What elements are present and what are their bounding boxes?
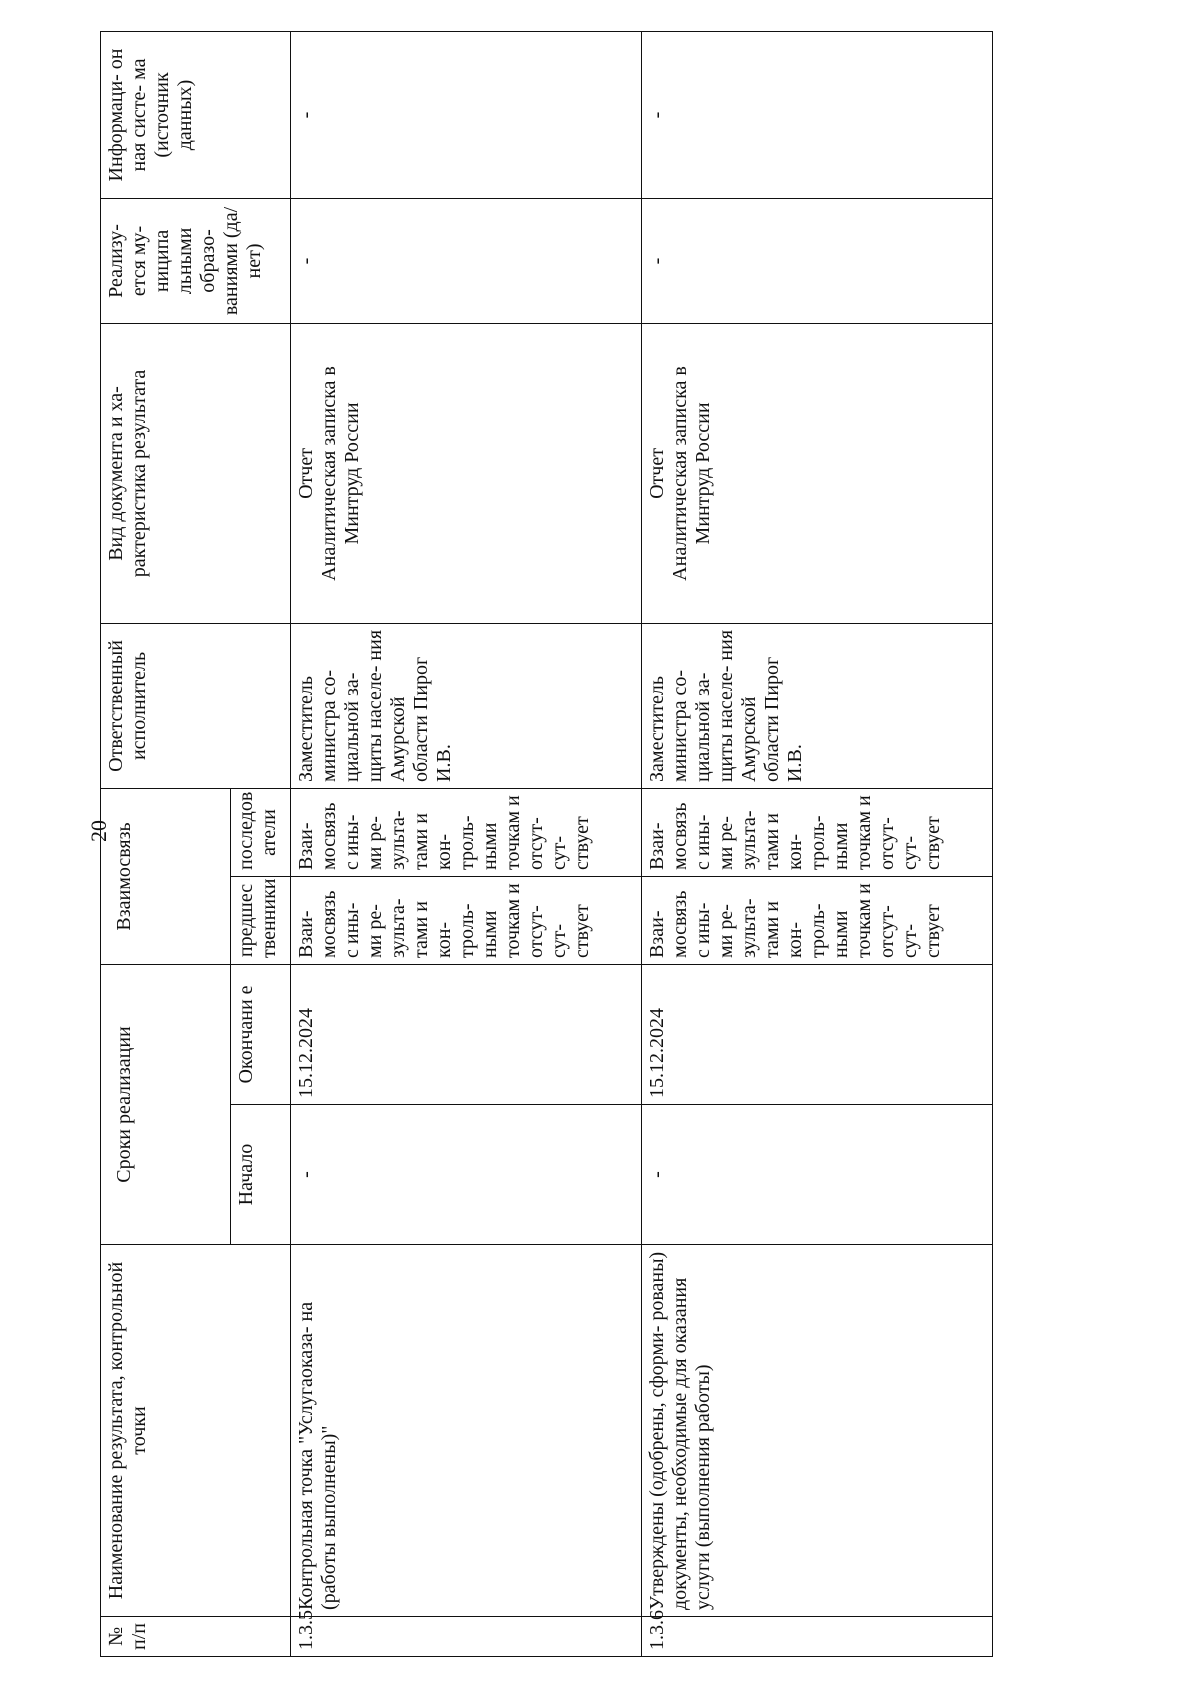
header-predecessors: предшес твенники [231,876,291,964]
row-predecessors: Взаи- мосвязь с ины- ми ре- зульта- тами и кон- троль- ными точкам и отсут- сут- ствует [291,876,642,964]
header-num: № п/п [101,1617,291,1657]
rotated-page-content [100,32,992,1657]
row-end: 15.12.2024 [291,964,642,1104]
header-doc-type: Вид документа и ха- рактеристика результата [101,323,291,623]
header-row-1 [101,31,231,1656]
row-name: Контрольная точка "Услугаоказа- на (работы выполнены)" [291,1245,642,1617]
row-successors: Взаи- мосвязь с ины- ми ре- зульта- тами и кон- троль- ными точкам и отсут- сут- ствует [642,788,993,876]
row-start: - [291,1105,642,1245]
header-relation: Взаимосвязь [101,788,231,964]
row-info-system: - [291,31,642,198]
header-name: Наименование результата, контрольной точки [101,1245,291,1617]
row-number: 1.3.6 [642,1617,993,1657]
header-start: Начало [231,1105,291,1245]
header-info-system: Информаци- он ная систе- ма (источник данных) [101,31,291,198]
row-doc-desc: Аналитическая записка в Минтруд России [669,366,714,581]
header-successors: последов атели [231,788,291,876]
table-row [291,31,642,1656]
row-responsible: Заместитель министра со- циальной за- щиты населе- ния Амурской области Пирог И.В. [642,623,993,788]
header-end: Окончани е [231,964,291,1104]
row-responsible: Заместитель министра со- циальной за- щиты населе- ния Амурской области Пирог И.В. [291,623,642,788]
row-municipal: - [642,198,993,323]
header-responsible: Ответственный исполнитель [101,623,291,788]
row-doc-desc: Аналитическая записка в Минтруд России [318,366,363,581]
row-predecessors: Взаи- мосвязь с ины- ми ре- зульта- тами и кон- троль- ными точкам и отсут- сут- ствует [642,876,993,964]
row-successors: Взаи- мосвязь с ины- ми ре- зульта- тами и кон- троль- ными точкам и отсут- сут- ствует [291,788,642,876]
header-terms: Сроки реализации [101,964,231,1244]
row-municipal: - [291,198,642,323]
plan-table [100,31,993,1657]
row-doc-title: Отчет [646,448,668,499]
table-row [642,31,993,1656]
page-number: 20 [86,820,111,842]
row-name: Утверждены (одобрены, сформи- рованы) документы, необходимые для оказания услуги (выполнения работы) [642,1245,993,1617]
row-number: 1.3.5 [291,1617,642,1657]
row-start: - [642,1105,993,1245]
row-document [291,323,642,623]
header-municipal: Реализу- ется му- ниципа льными образо- ваниями (да/нет) [101,198,291,323]
row-document [642,323,993,623]
row-info-system: - [642,31,993,198]
row-end: 15.12.2024 [642,964,993,1104]
row-doc-title: Отчет [295,448,317,499]
